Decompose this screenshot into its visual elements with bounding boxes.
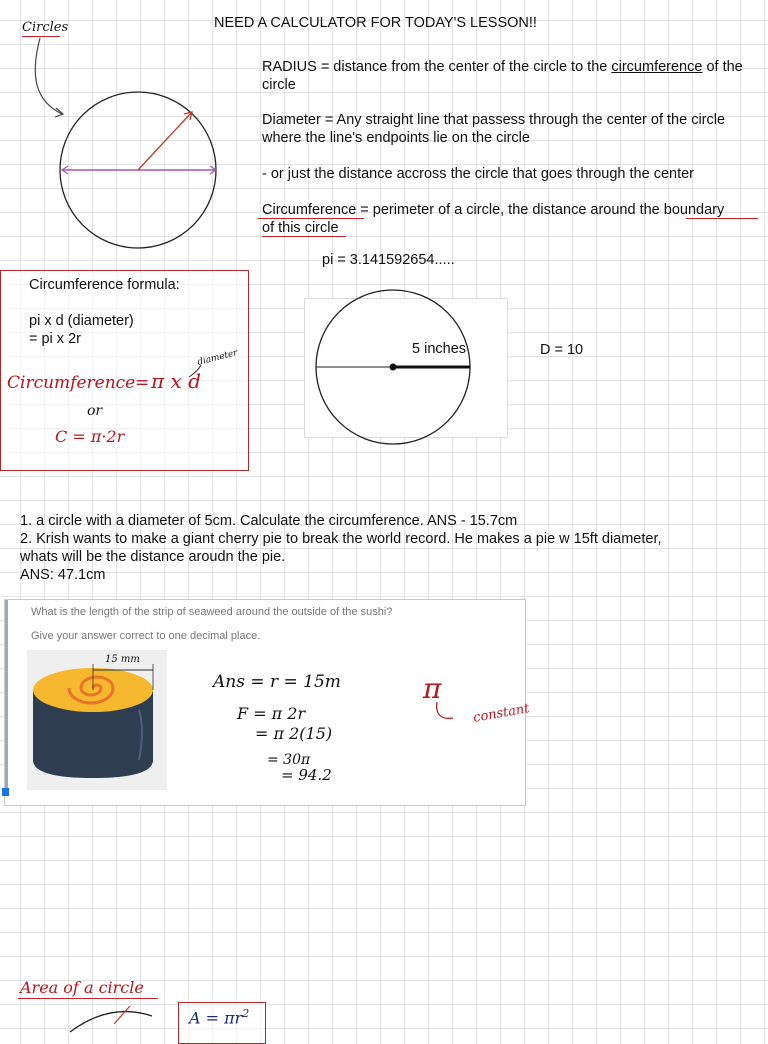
work-f: F = π 2r [237, 704, 306, 723]
area-heading-underline [18, 998, 158, 999]
circumference-definition [262, 201, 724, 219]
diameter-arrow-icon [187, 363, 217, 383]
hand-or: or [87, 403, 103, 419]
boundary-word: boundary [663, 202, 725, 218]
radius-text: RADIUS = distance from the center of the circle to the [262, 59, 612, 75]
circumference-link: circumference [611, 59, 703, 75]
hand-pi-d: π x d [151, 369, 201, 393]
radius-label: 5 inches [412, 341, 467, 357]
diameter-alt-definition: - or just the distance accross the circle that goes through the center [262, 166, 695, 182]
pi-symbol: π [423, 672, 442, 705]
boundary-underline [686, 218, 758, 219]
selection-handle[interactable] [2, 788, 9, 796]
problem-1: 1. a circle with a diameter of 5cm. Calculate the circumference. ANS - 15.7cm [20, 513, 518, 529]
radius-definition [262, 58, 762, 94]
hand-circumference: Circumference [7, 373, 136, 393]
dimension-label: 15 mm [105, 654, 140, 665]
work-step1: = π 2(15) [255, 724, 333, 743]
radius-line [138, 112, 192, 170]
hand-diameter-note: diameter [196, 348, 239, 368]
radius-suffix: of the circle [262, 59, 743, 93]
formula-line1: pi x d (diameter) [29, 313, 134, 329]
formula-box [0, 270, 249, 471]
formula-line2: = pi x 2r [29, 331, 81, 347]
card-left-rule [5, 600, 8, 795]
area-formula-base: A = πr [189, 1008, 243, 1028]
page-title: NEED A CALCULATOR FOR TODAY'S LESSON!! [214, 15, 537, 31]
circle-diagram [60, 92, 230, 262]
problem-2-cont: whats will be the distance aroudn the pie. [20, 549, 286, 565]
circle-underline [262, 236, 346, 237]
work-step3: = 94.2 [281, 766, 332, 784]
constant-note: constant [472, 701, 531, 726]
topic-label-text: Circles [22, 20, 69, 35]
pi-value: pi = 3.141592654..... [322, 252, 455, 268]
pi-arrow-icon [433, 700, 463, 730]
problem-2: 2. Krish wants to make a giant cherry pie to break the world record. He makes a pie w 15ft diameter, [20, 531, 662, 547]
diameter-definition-line1: Diameter = Any straight line that passess through the center of the circle [262, 112, 726, 128]
question-text: What is the length of the strip of seaweed around the outside of the sushi? [31, 606, 393, 618]
work-ans: Ans = r = 15m [213, 672, 341, 692]
area-formula [189, 1007, 249, 1027]
area-heading: Area of a circle [20, 978, 144, 997]
work-step2: = 30π [267, 752, 311, 768]
sushi-illustration [27, 650, 167, 790]
area-circle-partial [70, 1004, 190, 1044]
circumference-word-underline [258, 218, 364, 219]
example-circle [305, 299, 507, 437]
circumference-definition-line2: of this circle [262, 220, 339, 236]
problem-2-answer: ANS: 47.1cm [20, 567, 106, 583]
topic-label [22, 20, 68, 35]
diameter-note: D = 10 [540, 342, 584, 358]
hand-equals: = [135, 373, 150, 393]
example-circle-card [304, 298, 508, 438]
diameter-definition-line2: where the line's endpoints lie on the circle [262, 130, 530, 146]
area-formula-exponent: 2 [242, 1007, 250, 1020]
circumference-mid: = perimeter of a circle, the distance around the [356, 202, 664, 218]
formula-heading: Circumference formula: [29, 277, 180, 293]
circumference-word: Circumference [262, 202, 357, 218]
instruction-text: Give your answer correct to one decimal place. [31, 630, 261, 642]
area-formula-box [178, 1002, 266, 1044]
hand-c-formula: C = π·2r [55, 427, 125, 446]
sushi-question-card [4, 599, 531, 806]
